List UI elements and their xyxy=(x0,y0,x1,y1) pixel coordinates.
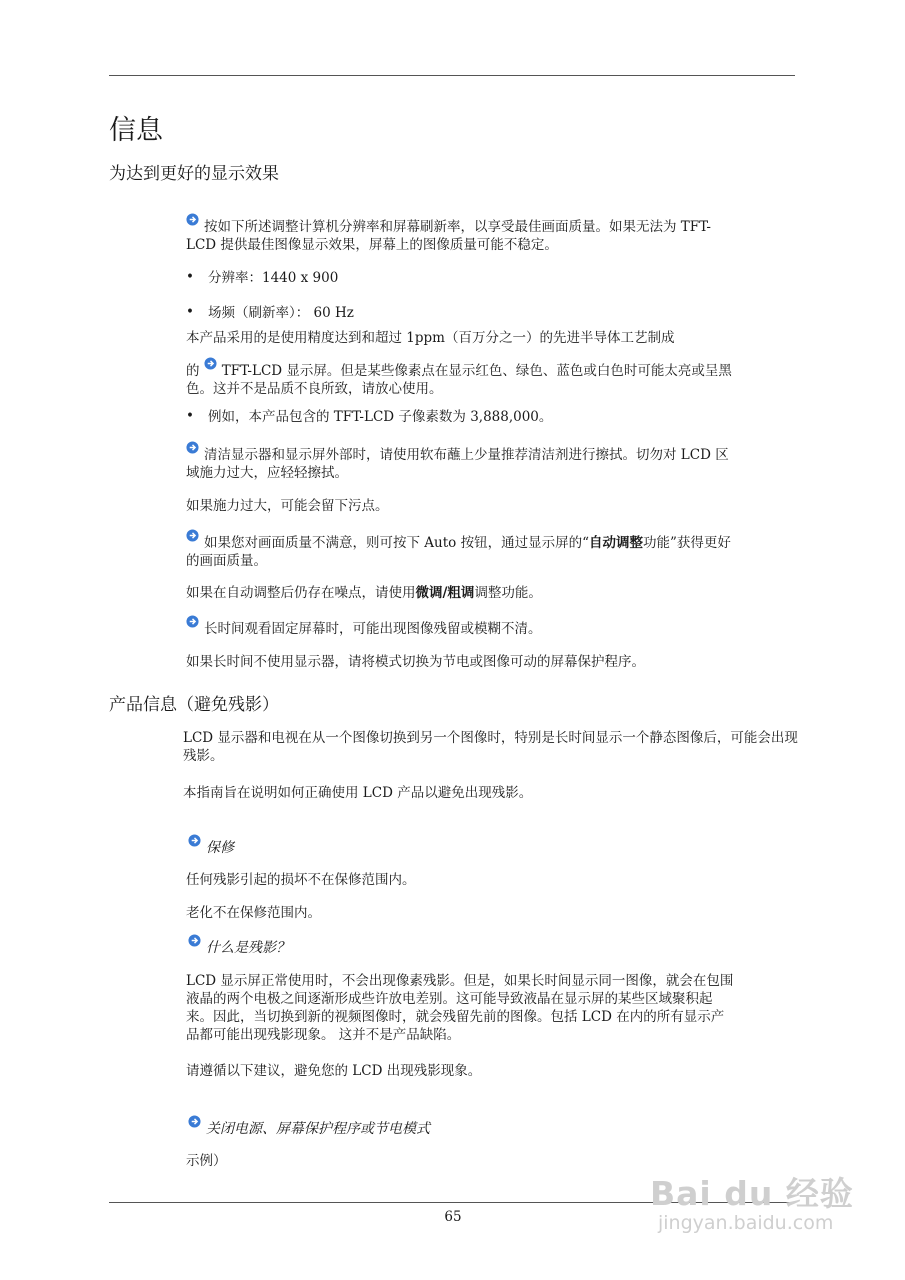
arrow-right-icon xyxy=(186,441,199,454)
paragraph-auto-adjust xyxy=(186,529,736,570)
section-heading-afterimage: 产品信息（避免残影） xyxy=(109,695,279,715)
paragraph-resolution xyxy=(186,213,736,254)
example-label: 示例） xyxy=(186,1153,227,1169)
paragraph-text: 清洁显示器和显示屏外部时，请使用软布蘸上少量推荐清洁剂进行擦拭。切勿对 LCD 区域施力过大，应轻轻擦拭。 xyxy=(186,447,729,481)
paragraph-afterimage-intro: LCD 显示器和电视在从一个图像切换到另一个图像时，特别是长时间显示一个静态图像后，可能会出现残影。 xyxy=(183,730,798,764)
bullet-refresh-rate: 场频（刷新率）： 60 Hz xyxy=(208,305,354,321)
bullet-dot: • xyxy=(186,304,194,320)
auto-adjust-term: 自动调整 xyxy=(588,535,643,551)
what-is-afterimage-heading xyxy=(188,934,290,957)
paragraph-text: 长时间观看固定屏幕时，可能出现图像残留或模糊不清。 xyxy=(204,621,542,637)
arrow-right-icon xyxy=(186,529,199,542)
warranty-paragraph-1: 任何残影引起的损坏不在保修范围内。 xyxy=(186,872,416,888)
paragraph-text: 如果您对画面质量不满意，则可按下 Auto 按钮，通过显示屏的“ xyxy=(204,535,589,551)
bullet-dot: • xyxy=(186,408,194,424)
baidu-jingyan-logo: Bai du 经验 xyxy=(650,1174,854,1213)
paragraph-afterimage-explain: LCD 显示屏正常使用时，不会出现像素残影。但是，如果长时间显示同一图像，就会在包围液晶的两个电极之间逐渐形成些许放电差别。这可能导致液晶在显示屏的某些区域聚积起来。因此，当切换到新的视频图像时，就会残留先前的图像。包括 LCD 在内的所有显示产品都可能出现残影现象。 这并不是产品缺陷。 xyxy=(186,973,734,1043)
power-off-label: 关闭电源、屏幕保护程序或节电模式 xyxy=(206,1121,430,1137)
warranty-paragraph-2: 老化不在保修范围内。 xyxy=(186,905,321,921)
paragraph-follow-advice: 请遵循以下建议，避免您的 LCD 出现残影现象。 xyxy=(186,1063,482,1079)
bullet-dot: • xyxy=(186,269,194,285)
paragraph-text: 调整功能。 xyxy=(474,585,542,601)
paragraph-process-line1: 本产品采用的是使用精度达到和超过 1ppm（百万分之一）的先进半导体工艺制成 xyxy=(186,330,675,346)
header-rule xyxy=(109,75,795,76)
what-is-afterimage-label: 什么是残影？ xyxy=(206,940,290,956)
warranty-label: 保修 xyxy=(206,840,234,856)
warranty-heading xyxy=(188,834,234,857)
arrow-right-icon xyxy=(188,834,201,847)
fine-coarse-term: 微调/粗调 xyxy=(415,585,475,601)
paragraph-text: 如果在自动调整后仍存在噪点，请使用 xyxy=(186,585,416,601)
page-number: 65 xyxy=(444,1209,462,1225)
paragraph-text: 按如下所述调整计算机分辨率和屏幕刷新率，以享受最佳画面质量。如果无法为 TFT-LCD 提供最佳图像显示效果，屏幕上的图像质量可能不稳定。 xyxy=(186,219,711,253)
paragraph-stain: 如果施力过大，可能会留下污点。 xyxy=(186,498,389,514)
paragraph-text: 的 xyxy=(186,363,200,379)
arrow-right-icon xyxy=(204,357,217,370)
watermark-url: jingyan.baidu.com xyxy=(658,1212,834,1234)
power-off-heading xyxy=(188,1115,430,1138)
arrow-right-icon xyxy=(186,213,199,226)
bullet-resolution: 分辨率：1440 x 900 xyxy=(208,270,339,286)
arrow-right-icon xyxy=(186,615,199,628)
paragraph-image-retention xyxy=(186,615,736,638)
paragraph-guide: 本指南旨在说明如何正确使用 LCD 产品以避免出现残影。 xyxy=(183,785,533,801)
page-title: 信息 xyxy=(109,115,163,146)
bullet-subpixels: 例如，本产品包含的 TFT-LCD 子像素数为 3,888,000。 xyxy=(208,409,553,425)
paragraph-fine-coarse xyxy=(186,584,542,602)
paragraph-screensaver: 如果长时间不使用显示器，请将模式切换为节电或图像可动的屏幕保护程序。 xyxy=(186,654,645,670)
arrow-right-icon xyxy=(188,934,201,947)
paragraph-cleaning xyxy=(186,441,736,482)
arrow-right-icon xyxy=(188,1115,201,1128)
paragraph-text: TFT-LCD 显示屏。但是某些像素点在显示红色、绿色、蓝色或白色时可能太亮或呈黑色。这并不是品质不良所致，请放心使用。 xyxy=(186,363,732,397)
paragraph-text: 功能”获得更好的画面质量。 xyxy=(186,535,731,569)
paragraph-tft xyxy=(186,357,736,398)
section-heading-display: 为达到更好的显示效果 xyxy=(109,164,279,184)
